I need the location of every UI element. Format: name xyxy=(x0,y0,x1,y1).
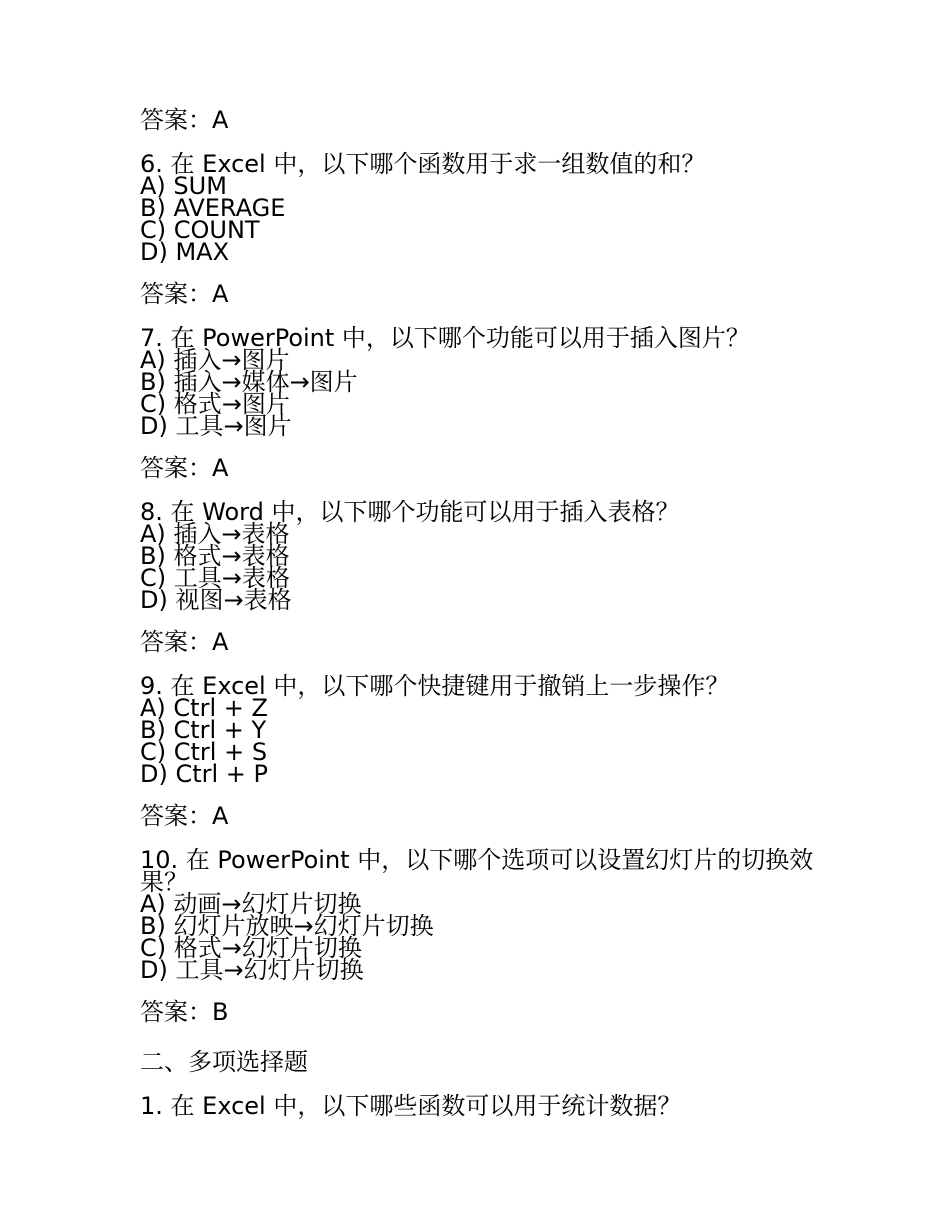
question-6 xyxy=(140,150,840,266)
option-d: D) 工具→幻灯片切换 xyxy=(140,956,364,984)
option-b: B) 格式→表格 xyxy=(140,542,290,570)
option-c: C) Ctrl + S xyxy=(140,738,268,766)
option-d: D) MAX xyxy=(140,238,230,266)
option-c: C) COUNT xyxy=(140,216,260,244)
option-b: B) AVERAGE xyxy=(140,194,286,222)
option-d: D) 工具→图片 xyxy=(140,412,292,440)
section-title: 二、多项选择题 xyxy=(140,1048,308,1076)
question-9 xyxy=(140,672,840,788)
option-a: A) SUM xyxy=(140,172,227,200)
option-c: C) 格式→图片 xyxy=(140,390,290,418)
question-title: 10. 在 PowerPoint 中，以下哪个选项可以设置幻灯片的切换效果？ xyxy=(140,846,814,896)
option-c: C) 格式→幻灯片切换 xyxy=(140,934,362,962)
answer-line: 答案：A xyxy=(140,106,229,134)
option-a: A) Ctrl + Z xyxy=(140,694,268,722)
question-10 xyxy=(140,846,840,984)
question-title: 9. 在 Excel 中，以下哪个快捷键用于撤销上一步操作？ xyxy=(140,672,730,700)
document-page xyxy=(140,103,840,1123)
question-7 xyxy=(140,324,840,440)
answer-line: 答案：A xyxy=(140,454,229,482)
option-b: B) 幻灯片放映→幻灯片切换 xyxy=(140,912,434,940)
answer-line: 答案：B xyxy=(140,998,229,1026)
question-title: 8. 在 Word 中，以下哪个功能可以用于插入表格？ xyxy=(140,498,680,526)
answer-line: 答案：A xyxy=(140,802,229,830)
option-a: A) 插入→表格 xyxy=(140,520,290,548)
question-title: 6. 在 Excel 中，以下哪个函数用于求一组数值的和？ xyxy=(140,150,706,178)
question-title: 7. 在 PowerPoint 中，以下哪个功能可以用于插入图片？ xyxy=(140,324,750,352)
option-b: B) 插入→媒体→图片 xyxy=(140,368,358,396)
option-c: C) 工具→表格 xyxy=(140,564,290,592)
option-d: D) 视图→表格 xyxy=(140,586,292,614)
option-a: A) 插入→图片 xyxy=(140,346,290,374)
option-a: A) 动画→幻灯片切换 xyxy=(140,890,362,918)
option-b: B) Ctrl + Y xyxy=(140,716,267,744)
multi-question-title: 1. 在 Excel 中，以下哪些函数可以用于统计数据？ xyxy=(140,1092,682,1120)
answer-line: 答案：A xyxy=(140,280,229,308)
answer-line: 答案：A xyxy=(140,628,229,656)
option-d: D) Ctrl + P xyxy=(140,760,269,788)
question-8 xyxy=(140,498,840,614)
